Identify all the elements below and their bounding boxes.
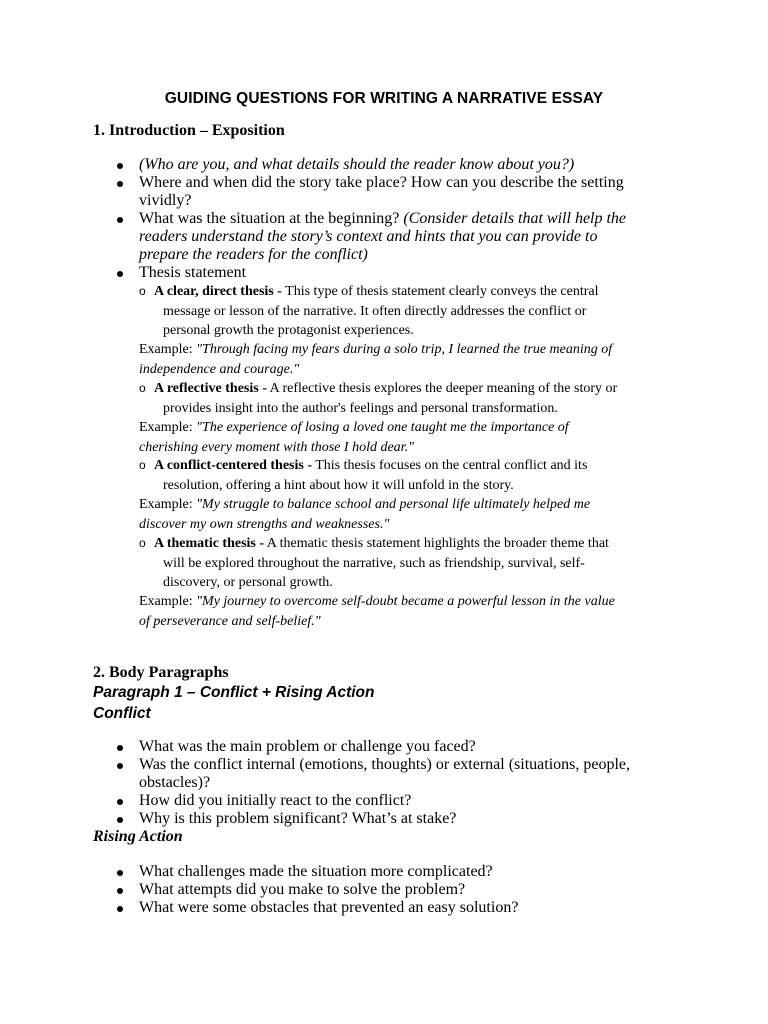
thesis-example [139,592,679,631]
rising-action-question-list [0,863,768,917]
bullet-text: What was the main problem or challenge you faced? [139,738,476,755]
bullet-text-italic: readers understand the story’s context and hints that you can provide to [139,228,598,245]
example-text-continued: of perseverance and self-belief." [139,613,321,629]
example-text-continued: discover my own strengths and weaknesses." [139,516,390,532]
example-label: Example: [139,420,193,435]
bullet-text: How did you initially react to the conflict? [139,792,412,809]
bullet-icon [117,181,123,187]
bullet-icon [117,217,123,223]
example-text-continued: independence and courage." [139,361,300,377]
sub-bullet-icon: o [139,381,146,395]
thesis-type-conflict-centered [139,456,679,495]
bullet-icon [117,763,123,769]
thesis-description-continued: personal growth the protagonist experiences. [163,323,414,338]
conflict-question-list [0,738,768,828]
example-text: "My journey to overcome self-doubt became a powerful lesson in the value [196,594,615,609]
list-item [0,899,659,917]
conflict-heading: Conflict [93,705,151,722]
thesis-description: A thematic thesis statement highlights the broader theme that [266,536,609,551]
bullet-text: What challenges made the situation more complicated? [139,863,493,880]
example-label: Example: [139,342,193,357]
sub-bullet-icon: o [139,458,146,472]
bullet-text: What was the situation at the beginning? [139,210,400,227]
list-item [0,210,659,264]
thesis-description: This thesis focuses on the central conflict and its [315,458,588,473]
document-title: GUIDING QUESTIONS FOR WRITING A NARRATIVE ESSAY [164,90,604,107]
list-item [0,756,659,792]
example-text: "Through facing my fears during a solo trip, I learned the true meaning of [196,342,613,357]
bullet-icon [117,817,123,823]
list-item [0,174,659,210]
thesis-description-continued: message or lesson of the narrative. It often directly addresses the conflict or [163,303,587,319]
list-item [0,156,659,174]
example-text: "The experience of losing a loved one taught me the importance of [196,420,569,435]
bullet-text-italic: prepare the readers for the conflict) [139,246,368,263]
rising-action-heading: Rising Action [93,828,183,845]
bullet-text: Was the conflict internal (emotions, thoughts) or external (situations, people, [139,756,631,773]
example-text-continued: cherishing every moment with those I hold dear." [139,439,414,455]
example-label: Example: [139,497,193,512]
bullet-icon [117,745,123,751]
list-item [0,881,659,899]
bullet-text-continued: obstacles)? [139,774,211,791]
thesis-label: A conflict-centered thesis - [154,458,312,473]
section-heading-introduction: 1. Introduction – Exposition [93,122,285,139]
bullet-icon [117,799,123,805]
bullet-text: What attempts did you make to solve the problem? [139,881,466,898]
thesis-description: A reflective thesis explores the deeper meaning of the story or [269,381,618,396]
thesis-description-continued: resolution, offering a hint about how it will unfold in the story. [163,477,514,493]
paragraph-heading: Paragraph 1 – Conflict + Rising Action [93,684,375,701]
thesis-example [139,418,679,457]
thesis-label: A reflective thesis - [154,381,267,396]
thesis-type-thematic [139,534,679,593]
thesis-type-reflective [139,379,679,418]
bullet-icon [117,870,123,876]
section-heading-body-paragraphs: 2. Body Paragraphs [93,664,229,681]
thesis-description-continued: provides insight into the author's feelings and personal transformation. [163,400,558,416]
bullet-text: What were some obstacles that prevented an easy solution? [139,899,519,916]
list-item [0,738,659,756]
thesis-example [139,495,679,534]
example-text: "My struggle to balance school and personal life ultimately helped me [196,497,591,512]
bullet-text-continued: vividly? [139,192,192,209]
bullet-text: (Who are you, and what details should the reader know about you?) [139,156,575,173]
list-item [0,810,659,828]
thesis-description: This type of thesis statement clearly conveys the central [285,284,599,299]
thesis-type-clear-direct [139,282,679,341]
bullet-icon [117,888,123,894]
bullet-icon [117,271,123,277]
bullet-text: Where and when did the story take place? How can you describe the setting [139,174,624,191]
bullet-icon [117,163,123,169]
list-item [0,264,659,282]
example-label: Example: [139,594,193,609]
intro-bullet-list [0,156,768,282]
bullet-icon [117,906,123,912]
thesis-label: A thematic thesis - [154,536,265,551]
bullet-text-italic: (Consider details that will help the [403,210,627,227]
sub-bullet-icon: o [139,536,146,550]
thesis-description-continued: will be explored throughout the narrative, such as friendship, survival, self- [163,555,585,571]
thesis-label: A clear, direct thesis - [154,284,282,299]
bullet-text: Thesis statement [139,264,247,281]
sub-bullet-icon: o [139,284,146,298]
thesis-description-continued: discovery, or personal growth. [163,575,333,590]
list-item [0,792,659,810]
bullet-text: Why is this problem significant? What’s at stake? [139,810,457,827]
list-item [0,863,659,881]
thesis-example [139,340,679,379]
